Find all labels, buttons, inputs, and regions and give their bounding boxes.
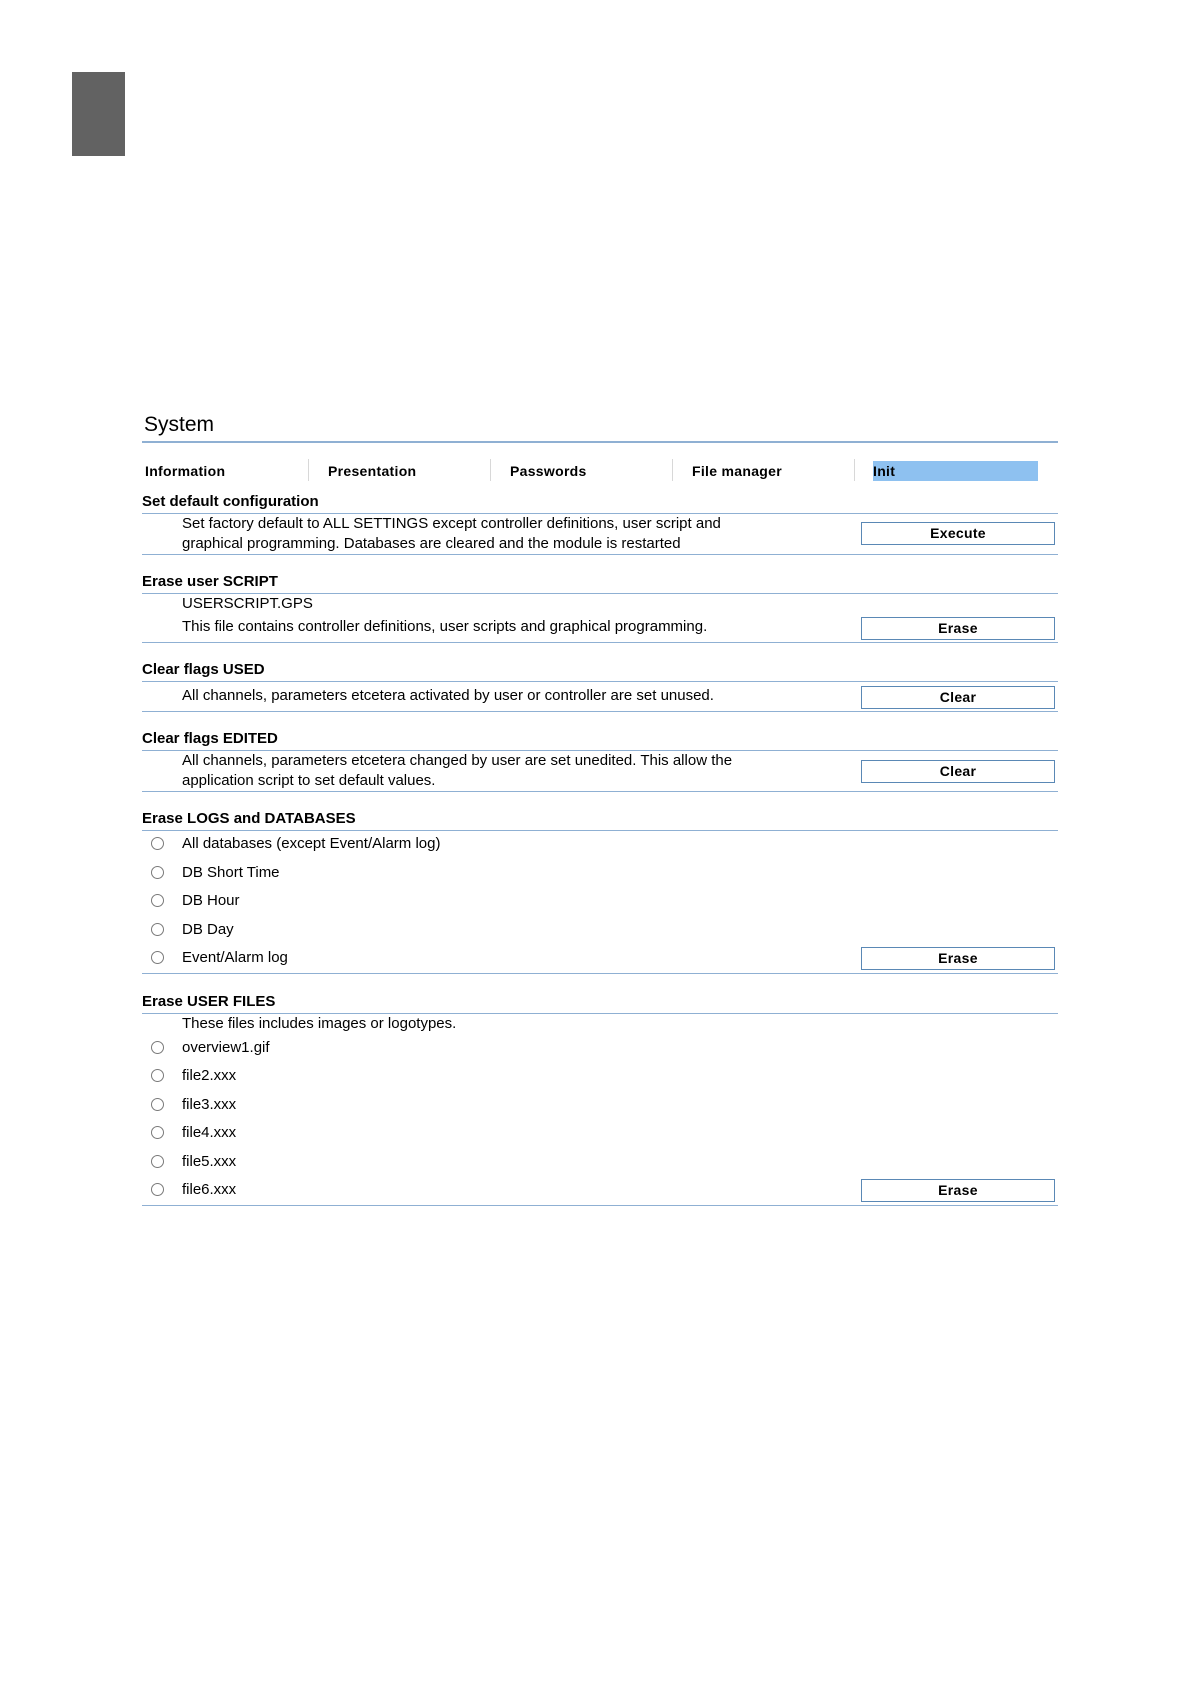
section-divider — [142, 1205, 1058, 1206]
radio-label: DB Hour — [182, 892, 240, 909]
section-divider — [142, 973, 1058, 974]
system-panel — [142, 408, 1058, 1281]
section-heading-erase-files: Erase USER FILES — [142, 993, 276, 1010]
default-config-description-line2: graphical programming. Databases are cleared and the module is restarted — [182, 535, 681, 552]
radio-label: overview1.gif — [182, 1039, 270, 1056]
radio-button[interactable] — [151, 923, 164, 936]
clear-used-button[interactable]: Clear — [861, 686, 1055, 709]
file-option — [142, 1152, 742, 1172]
erase-logs-button[interactable]: Erase — [861, 947, 1055, 970]
radio-label: file3.xxx — [182, 1096, 237, 1113]
execute-button[interactable]: Execute — [861, 522, 1055, 545]
clear-used-description: All channels, parameters etcetera activated by user or controller are set unused. — [182, 687, 714, 704]
clear-edited-button[interactable]: Clear — [861, 760, 1055, 783]
radio-button[interactable] — [151, 1126, 164, 1139]
radio-label: DB Day — [182, 921, 234, 938]
radio-button[interactable] — [151, 951, 164, 964]
tab-presentation[interactable]: Presentation — [328, 463, 417, 479]
erase-script-button[interactable]: Erase — [861, 617, 1055, 640]
section-divider — [142, 711, 1058, 712]
log-option-event-alarm-log — [142, 948, 742, 968]
section-heading-default-config: Set default configuration — [142, 493, 319, 510]
tab-separator — [490, 459, 491, 481]
section-divider — [142, 830, 1058, 831]
radio-button[interactable] — [151, 1183, 164, 1196]
file-option — [142, 1038, 742, 1058]
script-filename: USERSCRIPT.GPS — [182, 595, 313, 612]
default-config-description-line1: Set factory default to ALL SETTINGS except controller definitions, user script and — [182, 515, 721, 532]
tab-separator — [854, 459, 855, 481]
radio-label: file5.xxx — [182, 1153, 237, 1170]
tab-separator — [308, 459, 309, 481]
file-option — [142, 1066, 742, 1086]
log-option-db-short-time — [142, 863, 742, 883]
radio-button[interactable] — [151, 1041, 164, 1054]
page-corner-tab — [72, 72, 125, 156]
radio-label: All databases (except Event/Alarm log) — [182, 835, 441, 852]
section-heading-erase-logs: Erase LOGS and DATABASES — [142, 810, 356, 827]
section-divider — [142, 642, 1058, 643]
log-option-all-databases — [142, 834, 742, 854]
radio-label: file6.xxx — [182, 1181, 237, 1198]
radio-button[interactable] — [151, 894, 164, 907]
init-content — [142, 481, 1058, 1281]
file-option — [142, 1123, 742, 1143]
user-files-note: These files includes images or logotypes. — [182, 1015, 457, 1032]
tab-separator — [672, 459, 673, 481]
radio-button[interactable] — [151, 1098, 164, 1111]
page-title: System — [144, 413, 215, 436]
file-option — [142, 1095, 742, 1115]
section-divider — [142, 791, 1058, 792]
radio-button[interactable] — [151, 1155, 164, 1168]
tab-information[interactable]: Information — [145, 463, 226, 479]
clear-edited-description-line1: All channels, parameters etcetera changed by user are set unedited. This allow the — [182, 752, 733, 769]
radio-button[interactable] — [151, 866, 164, 879]
section-heading-erase-script: Erase user SCRIPT — [142, 573, 278, 590]
section-heading-clear-edited: Clear flags EDITED — [142, 730, 278, 747]
clear-edited-description-line2: application script to set default values. — [182, 772, 436, 789]
tab-bar — [142, 443, 1058, 481]
tab-file-manager[interactable]: File manager — [692, 463, 782, 479]
radio-label: Event/Alarm log — [182, 949, 288, 966]
tab-init[interactable]: Init — [873, 461, 1038, 481]
section-divider — [142, 681, 1058, 682]
section-heading-clear-used: Clear flags USED — [142, 661, 265, 678]
log-option-db-hour — [142, 891, 742, 911]
file-option — [142, 1180, 742, 1200]
section-divider — [142, 554, 1058, 555]
radio-label: file4.xxx — [182, 1124, 237, 1141]
radio-label: DB Short Time — [182, 864, 280, 881]
script-description: This file contains controller definitions, user scripts and graphical programming. — [182, 618, 708, 635]
erase-files-button[interactable]: Erase — [861, 1179, 1055, 1202]
radio-label: file2.xxx — [182, 1067, 237, 1084]
radio-button[interactable] — [151, 1069, 164, 1082]
log-option-db-day — [142, 920, 742, 940]
radio-button[interactable] — [151, 837, 164, 850]
tab-passwords[interactable]: Passwords — [510, 463, 587, 479]
